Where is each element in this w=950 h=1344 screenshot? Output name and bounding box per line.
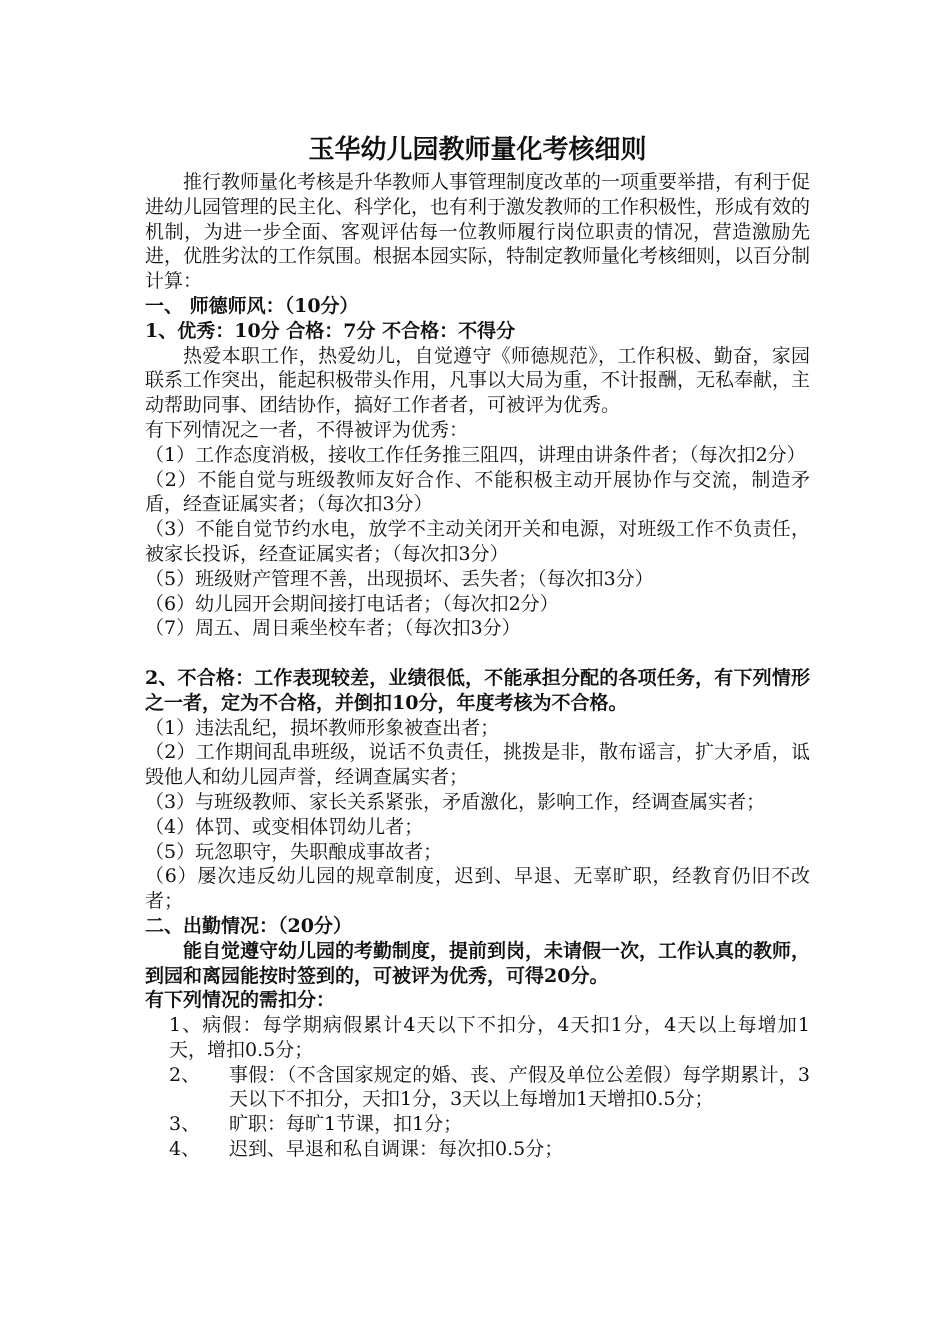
document-title: 玉华幼儿园教师量化考核细则: [308, 135, 647, 165]
intro-paragraph: 推行教师量化考核是升华教师人事管理制度改革的一项重要举措，有利于促进幼儿园管理的民主化、科学化，也有利于激发教师的工作积极性，形成有效的机制，为进一步全面、客观评估每一位教师履行岗位职责的情况，营造激励先进，优胜劣汰的工作氛围。根据本园实际，特制定教师量化考核细则，以百分制计算：: [145, 171, 811, 293]
attendance-item-number: 3、: [169, 1113, 201, 1136]
blank-line: [145, 641, 810, 666]
section1-heading: 一、 师德师风：（10分）: [145, 294, 359, 317]
deduction-item: （5）班级财产管理不善，出现损坏、丢失者；（每次扣3分）: [145, 567, 654, 590]
attendance-item-number: 2、: [169, 1063, 201, 1086]
fail-item: （3）与班级教师、家长关系紧张，矛盾激化，影响工作，经调查属实者；: [145, 790, 766, 813]
attendance-item: [145, 1063, 810, 1113]
deduction-item: （7）周五、周日乘坐校车者；（每次扣3分）: [145, 617, 521, 640]
fail-item: （1）违法乱纪，损坏教师形象被查出者；: [145, 716, 500, 739]
fail-item: （6）屡次违反幼儿园的规章制度，迟到、早退、无辜旷职，经教育仍旧不改者；: [145, 865, 810, 913]
deduction-item: （2）不能自觉与班级教师友好合作、不能积极主动开展协作与交流，制造矛盾，经查证属实者；（每次扣3分）: [145, 468, 810, 516]
section1-grade-line: 1、优秀：10分 合格：7分 不合格：不得分: [145, 319, 516, 342]
section2-excellent-desc: 能自觉遵守幼儿园的考勤制度，提前到岗，未请假一次，工作认真的教师，到园和离园能按时签到的，可被评为优秀，可得20分。: [145, 939, 811, 987]
attendance-item-text: 旷职：每旷1节课，扣1分；: [229, 1113, 463, 1136]
section2-deduct-intro: 有下列情况的需扣分：: [145, 989, 336, 1012]
section2-heading: 二、出勤情况：（20分）: [145, 914, 352, 937]
attendance-item-number: 4、: [169, 1138, 201, 1161]
attendance-item-text: 事假：（不含国家规定的婚、丧、产假及单位公差假）每学期累计，3天以下不扣分，天扣1分，3天以上每增加1天增扣0.5分；: [229, 1063, 810, 1111]
section1-not-excellent-intro: 有下列情况之一者，不得被评为优秀：: [145, 418, 469, 441]
deduction-item: （1）工作态度消极，接收工作任务推三阻四，讲理由讲条件者；（每次扣2分）: [145, 443, 806, 466]
deduction-item: （6）幼儿园开会期间接打电话者；（每次扣2分）: [145, 592, 559, 615]
fail-item: （5）玩忽职守，失职酿成事故者；: [145, 840, 443, 863]
section1-excellent-desc: 热爱本职工作，热爱幼儿，自觉遵守《师德规范》，工作积极、勤奋，家园联系工作突出，能起积极带头作用，凡事以大局为重，不计报酬，无私奉献，主动帮助同事、团结协作，搞好工作者者，可被评为优秀。: [145, 344, 811, 417]
fail-item: （2）工作期间乱串班级，说话不负责任，挑拨是非，散布谣言，扩大矛盾，诋毁他人和幼儿园声誉，经调查属实者；: [145, 741, 810, 789]
attendance-item: 1、病假：每学期病假累计4天以下不扣分，4天扣1分，4天以上每增加1天，增扣0.5分；: [169, 1014, 810, 1061]
attendance-item-text: 迟到、早退和私自调课：每次扣0.5分；: [229, 1138, 564, 1161]
fail-item: （4）体罚、或变相体罚幼儿者；: [145, 815, 424, 838]
section1-fail-heading: 2、不合格：工作表现较差，业绩很低，不能承担分配的各项任务，有下列情形之一者，定为不合格，并倒扣10分，年度考核为不合格。: [145, 666, 810, 714]
attendance-item: [145, 1137, 810, 1162]
deduction-item: （3）不能自觉节约水电，放学不主动关闭开关和电源，对班级工作不负责任，被家长投诉，经查证属实者；（每次扣3分）: [145, 518, 810, 565]
attendance-item: [145, 1112, 810, 1137]
document-page: [145, 130, 810, 1162]
